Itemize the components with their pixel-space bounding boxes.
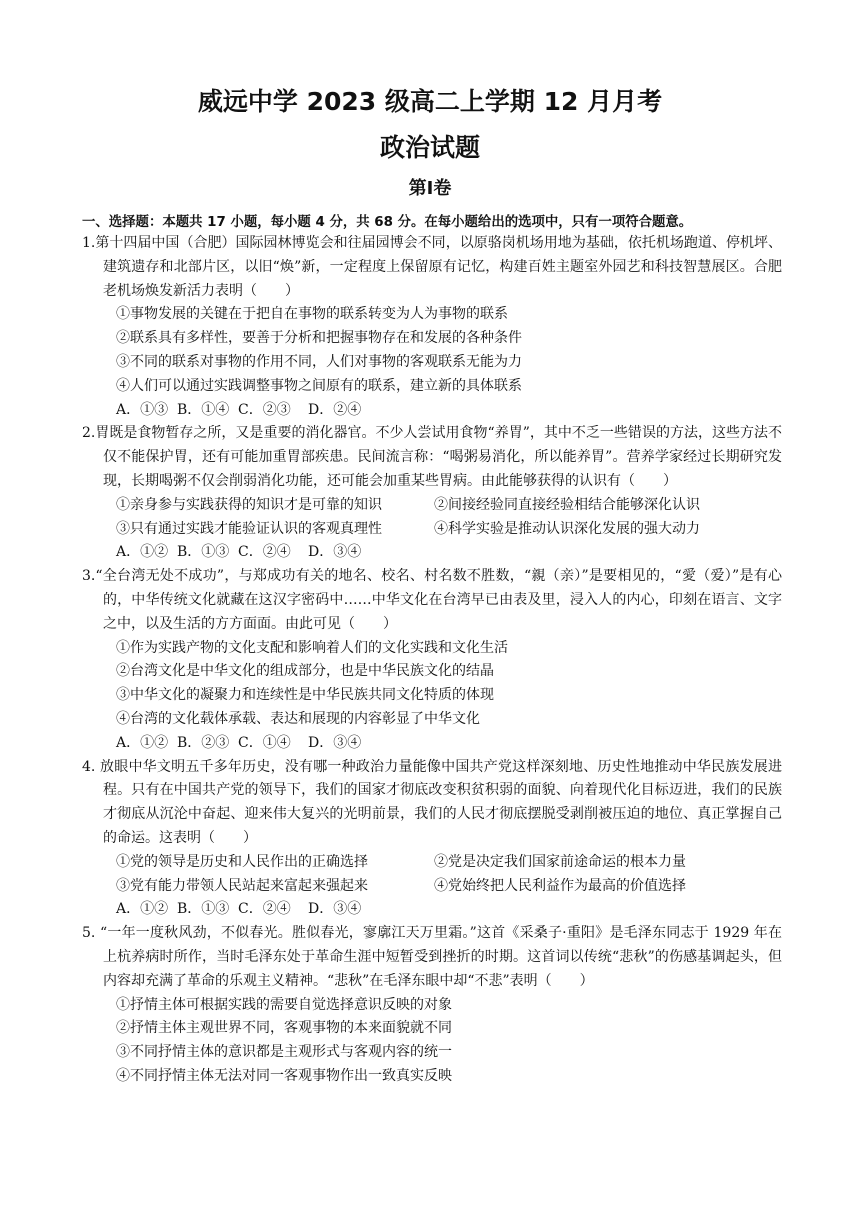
option-2: ②间接经验同直接经验相结合能够深化认识 xyxy=(434,496,700,513)
option-2: ②台湾文化是中华文化的组成部分，也是中华民族文化的结晶 xyxy=(116,663,494,680)
answer-a: A．①③ xyxy=(116,401,169,418)
option-row xyxy=(82,494,782,518)
answer-choices xyxy=(82,898,782,922)
option-4: ④科学实验是推动认识深化发展的强大动力 xyxy=(434,520,700,537)
question-5 xyxy=(82,922,782,1089)
option-row xyxy=(82,851,782,875)
option-row xyxy=(82,518,782,542)
answer-b: B．①④ xyxy=(177,401,230,418)
question-stem: 1.第十四届中国（合肥）国际园林博览会和往届园博会不同，以原骆岗机场用地为基础，依托机场跑道、停机坪、建筑遗存和北部片区，以旧“焕”新，一定程度上保留原有记忆，构建百姓主题室外园艺和科技智慧展区。合肥老机场焕发新活力表明（ ） xyxy=(82,235,782,299)
option-row xyxy=(82,875,782,899)
question-stem: 4. 放眼中华文明五千多年历史，没有哪一种政治力量能像中国共产党这样深刻地、历史性地推动中华民族发展进程。只有在中国共产党的领导下，我们的国家才彻底改变积贫积弱的面貌、向着现代化目标迈进，我们的民族才彻底从沉沦中奋起、迎来伟大复兴的光明前景，我们的人民才彻底摆脱受剥削被压迫的地位、真正掌握自己的命运。这表明（ ） xyxy=(82,758,782,846)
answer-a: A．①② xyxy=(116,901,169,918)
option-3: ③只有通过实践才能验证认识的客观真理性 xyxy=(116,520,382,537)
option-1: ①作为实践产物的文化支配和影响着人们的文化实践和文化生活 xyxy=(116,639,508,656)
answer-c: C．②③ xyxy=(238,401,291,418)
answer-d: D．③④ xyxy=(308,734,362,751)
answer-c: C．②④ xyxy=(238,544,291,561)
question-3 xyxy=(82,565,782,755)
answer-b: B．①③ xyxy=(177,901,230,918)
answer-choices xyxy=(82,541,782,565)
answer-d: D．③④ xyxy=(308,901,362,918)
exam-subtitle: 政治试题 xyxy=(379,133,480,162)
question-4 xyxy=(82,756,782,923)
answer-a: A．①② xyxy=(116,734,169,751)
answer-b: B．②③ xyxy=(177,734,230,751)
answer-b: B．①③ xyxy=(177,544,230,561)
option-1: ①事物发展的关键在于把自在事物的联系转变为人为事物的联系 xyxy=(116,306,508,323)
option-1: ①抒情主体可根据实践的需要自觉选择意识反映的对象 xyxy=(116,996,452,1013)
answer-d: D．③④ xyxy=(308,544,362,561)
question-list xyxy=(82,232,782,1089)
option-3: ③党有能力带领人民站起来富起来强起来 xyxy=(116,877,368,894)
option-3: ③中华文化的凝聚力和连续性是中华民族共同文化特质的体现 xyxy=(116,687,494,704)
option-4: ④党始终把人民利益作为最高的价值选择 xyxy=(434,877,686,894)
answer-choices xyxy=(82,732,782,756)
question-stem: 5. “一年一度秋风劲，不似春光。胜似春光，寥廓江天万里霜。”这首《采桑子·重阳》是毛泽东同志于 1929 年在上杭养病时所作，当时毛泽东处于革命生涯中短暂受到挫折的时期。这首词以传统“悲秋”的伤感基调起头，但内容却充满了革命的乐观主义精神。“悲秋”在毛泽东眼中却“不悲”表明（ ） xyxy=(82,925,782,989)
question-stem: 3.“全台湾无处不成功”，与郑成功有关的地名、校名、村名数不胜数，“親（亲）”是要相见的，“愛（爱）”是有心的，中华传统文化就藏在这汉字密码中……中华文化在台湾早已由表及里，浸入人的内心，印刻在语言、文字之中，以及生活的方方面面。由此可见（ ） xyxy=(82,568,782,632)
option-4: ④人们可以通过实践调整事物之间原有的联系，建立新的具体联系 xyxy=(116,377,522,394)
option-3: ③不同抒情主体的意识都是主观形式与客观内容的统一 xyxy=(116,1044,452,1061)
option-3: ③不同的联系对事物的作用不同，人们对事物的客观联系无能为力 xyxy=(116,353,522,370)
option-4: ④不同抒情主体无法对同一客观事物作出一致真实反映 xyxy=(116,1067,452,1084)
answer-choices xyxy=(82,399,782,423)
question-1 xyxy=(82,232,782,422)
question-2 xyxy=(82,422,782,565)
option-2: ②联系具有多样性，要善于分析和把握事物存在和发展的各种条件 xyxy=(116,330,522,347)
option-4: ④台湾的文化载体承载、表达和展现的内容彰显了中华文化 xyxy=(116,710,480,727)
answer-c: C．①④ xyxy=(238,734,291,751)
section-heading: 一、选择题：本题共 17 小题，每小题 4 分，共 68 分。在每小题给出的选项中，只有一项符合题意。 xyxy=(82,215,693,230)
option-1: ①党的领导是历史和人民作出的正确选择 xyxy=(116,853,368,870)
answer-a: A．①② xyxy=(116,544,169,561)
option-1: ①亲身参与实践获得的知识才是可靠的知识 xyxy=(116,496,382,513)
question-stem: 2.胃既是食物暂存之所，又是重要的消化器官。不少人尝试用食物“养胃”，其中不乏一些错误的方法，这些方法不仅不能保护胃，还有可能加重胃部疾患。民间流言称：“喝粥易消化，所以能养胃”。营养学家经过长期研究发现，长期喝粥不仅会削弱消化功能，还可能会加重某些胃病。由此能够获得的认识有（ ） xyxy=(82,425,782,489)
option-2: ②党是决定我们国家前途命运的根本力量 xyxy=(434,853,686,870)
answer-d: D．②④ xyxy=(308,401,362,418)
exam-title: 威远中学 2023 级高二上学期 12 月月考 xyxy=(197,87,663,116)
option-2: ②抒情主体主观世界不同，客观事物的本来面貌就不同 xyxy=(116,1020,452,1037)
volume-heading: 第Ⅰ卷 xyxy=(408,178,452,199)
answer-c: C．②④ xyxy=(238,901,291,918)
